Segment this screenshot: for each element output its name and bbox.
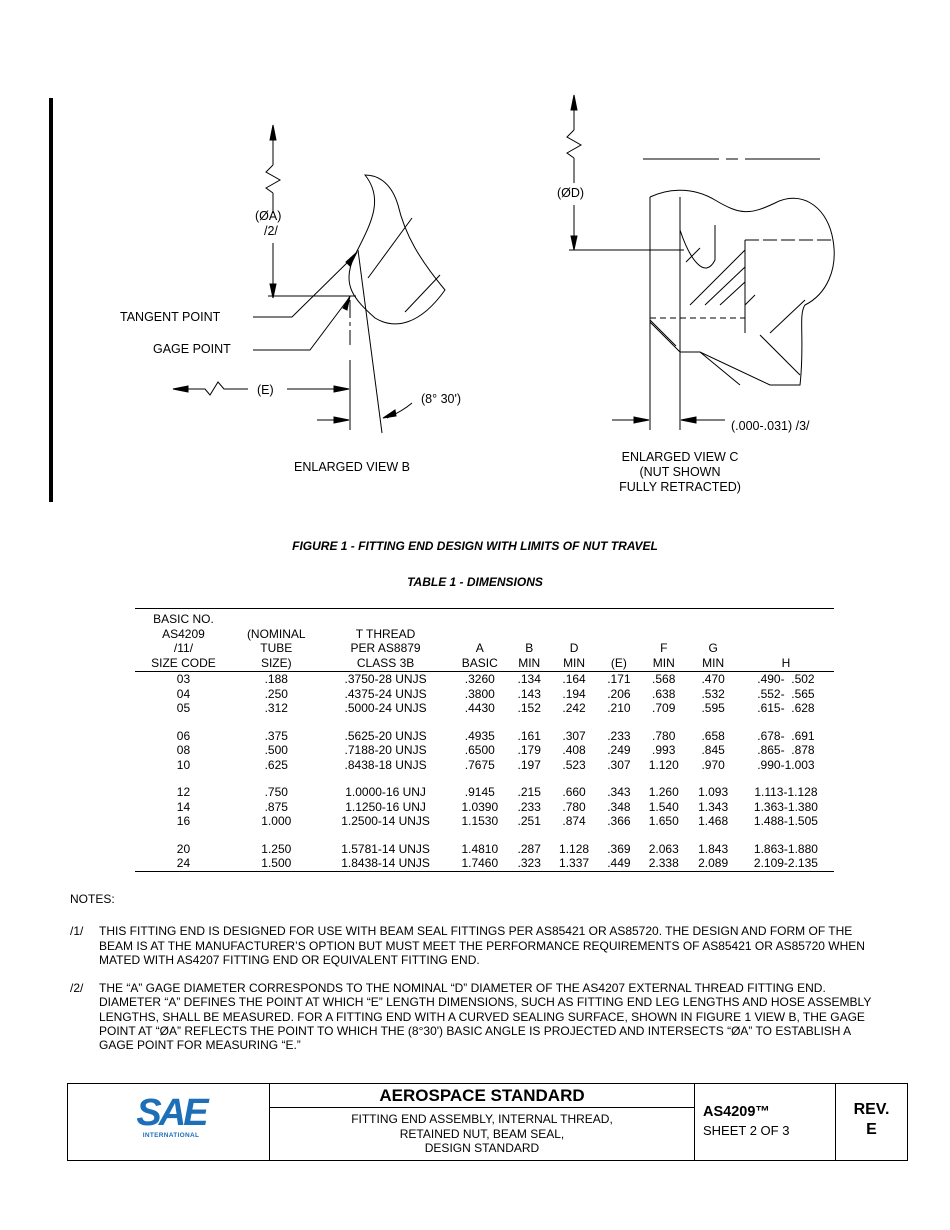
table-cell: .179 (517, 743, 541, 757)
dia-a-label: (ØA) (255, 209, 282, 223)
table-cell: .249 (607, 743, 631, 757)
column-header-line: B (525, 641, 534, 655)
table-cell: 1.500 (232, 856, 321, 871)
column-header (321, 609, 451, 672)
dia-d-label: (ØD) (557, 186, 585, 200)
table-cell: 1.000 (261, 814, 292, 828)
table-cell: 1.1530 (461, 814, 499, 828)
table-cell: 1.120 (648, 757, 679, 772)
column-header (549, 609, 598, 672)
table-cell: .3260 (464, 672, 495, 686)
table-cell: .369 (607, 841, 631, 856)
table-cell: .307 (607, 757, 631, 772)
table-cell: .323 (509, 856, 549, 871)
table-cell: .3800 (464, 686, 495, 701)
figure-drawing (0, 0, 950, 520)
table-cell: .343 (607, 785, 631, 799)
table-cell: .197 (517, 757, 541, 772)
table-row (135, 758, 834, 773)
travel-label: (.000-.031) /3/ (731, 419, 810, 433)
table-row (135, 701, 834, 716)
table-cell: .500 (264, 743, 288, 757)
e-label: (E) (257, 383, 274, 397)
table-cell: 20 (176, 841, 191, 856)
column-header (451, 609, 510, 672)
view-c-caption (580, 450, 780, 495)
table-cell: .287 (517, 841, 541, 856)
table-cell: .780 (562, 799, 586, 814)
table-cell: 10 (176, 757, 191, 772)
view-b-caption: ENLARGED VIEW B (294, 460, 410, 474)
column-header-line: F (660, 641, 668, 655)
table-cell: .709 (652, 701, 676, 715)
table-cell: 08 (176, 743, 191, 757)
column-header-line: SIZE CODE (151, 655, 216, 670)
table-cell: 1.113-1.128 (754, 785, 818, 799)
table-cell: .134 (517, 672, 541, 686)
table-row (135, 814, 834, 829)
table-cell: .865- .878 (757, 743, 815, 757)
view-b-drawing (173, 125, 445, 433)
table-cell: .4430 (464, 701, 495, 715)
table-cell: 2.089 (688, 856, 737, 871)
table-cell: .490- .502 (757, 672, 815, 686)
table-row (135, 856, 834, 871)
table-cell: .7188-20 UNJS (344, 743, 427, 757)
column-header-line: (E) (610, 655, 627, 670)
table-cell: .532 (701, 686, 725, 701)
table-cell: .470 (701, 672, 725, 686)
column-header-line: T THREAD (355, 626, 416, 641)
group-spacer (135, 829, 834, 842)
table-cell: .242 (562, 701, 586, 715)
table-cell: .523 (562, 757, 586, 772)
column-header-line: A (475, 641, 484, 655)
column-header-line: (NOMINAL (246, 626, 306, 641)
table-header-row (135, 609, 834, 672)
table-cell: .625 (264, 757, 288, 772)
table-cell: .152 (517, 701, 541, 715)
table-cell: .206 (607, 686, 631, 701)
table-cell: 03 (176, 672, 191, 686)
column-header-line: AS4209 (162, 626, 205, 641)
sae-logo (136, 1094, 206, 1139)
dia-a-note: /2/ (264, 224, 278, 238)
angle-label: (8° 30') (421, 392, 462, 406)
rev-cell (836, 1084, 907, 1160)
column-header-line: MIN (652, 655, 675, 670)
column-header (639, 609, 688, 672)
table-cell: .188 (264, 672, 288, 686)
column-header (688, 609, 737, 672)
table-cell: .348 (607, 799, 631, 814)
column-header-line: /11/ (173, 641, 194, 655)
gage-point-label: GAGE POINT (153, 342, 231, 356)
table-cell: .449 (599, 856, 639, 871)
table-cell: .9145 (464, 785, 495, 799)
table-cell: .552- .565 (757, 686, 815, 701)
doc-number: AS4209™ (703, 1104, 770, 1120)
column-header-line: CLASS 3B (356, 655, 415, 670)
column-header-line: BASIC NO. (153, 612, 214, 626)
table-cell: .161 (517, 728, 541, 743)
table-cell: 1.7460 (451, 856, 510, 871)
table-cell: .4375-24 UNJS (344, 686, 427, 701)
table-row (135, 785, 834, 800)
notes-section (70, 892, 880, 1053)
table-cell: 1.863-1.880 (753, 841, 818, 856)
sheet-number: SHEET 2 OF 3 (703, 1123, 790, 1138)
table-cell: .210 (607, 701, 631, 715)
table-cell: 24 (135, 856, 232, 871)
table-cell: .6500 (464, 743, 495, 757)
note-number: /2/ (70, 981, 84, 996)
table-cell: 1.540 (648, 799, 679, 814)
table-cell: 1.4810 (461, 841, 499, 856)
column-header (135, 609, 232, 672)
logo-cell (68, 1084, 270, 1160)
table-cell: .5625-20 UNJS (344, 728, 427, 743)
logo-subtext: INTERNATIONAL (142, 1132, 200, 1139)
table-cell: .366 (607, 814, 631, 828)
table-cell: 1.468 (698, 814, 729, 828)
table-cell: .7675 (464, 757, 495, 772)
table-cell: 2.109-2.135 (738, 856, 834, 871)
note-1 (70, 924, 880, 967)
table-cell: .874 (562, 814, 586, 828)
table-cell: 16 (176, 814, 191, 828)
table-cell: 2.338 (639, 856, 688, 871)
subtitle-line3: DESIGN STANDARD (424, 1141, 540, 1155)
title-cell (270, 1084, 695, 1160)
rev-label: REV. (853, 1101, 890, 1118)
table-cell: .660 (562, 785, 586, 799)
table-row (135, 842, 834, 857)
table-cell: .4935 (464, 728, 495, 743)
tangent-point-label: TANGENT POINT (120, 310, 221, 324)
column-header-line: MIN (702, 655, 725, 670)
table-cell: .233 (517, 799, 541, 814)
table-cell: 14 (176, 799, 191, 814)
table-cell: 1.343 (698, 799, 729, 814)
note-number: /1/ (70, 924, 84, 939)
table-cell: .233 (607, 728, 631, 743)
table-cell: .251 (517, 814, 541, 828)
dimensions-table (135, 608, 834, 872)
table-cell: 1.488-1.505 (753, 814, 818, 828)
table-cell: 1.093 (698, 785, 729, 799)
table-cell: 1.8438-14 UNJS (321, 856, 451, 871)
table-caption: TABLE 1 - DIMENSIONS (407, 575, 543, 589)
table-cell: 1.843 (698, 841, 729, 856)
view-c-caption-line3: FULLY RETRACTED) (619, 480, 741, 494)
table-row (135, 800, 834, 815)
table-cell: .307 (562, 728, 586, 743)
table-cell: 1.2500-14 UNJS (341, 814, 430, 828)
column-header (738, 609, 834, 672)
table-cell: .171 (607, 672, 631, 686)
table-cell: .990-1.003 (757, 757, 815, 772)
table-cell: .143 (517, 686, 541, 701)
table-cell: .678- .691 (757, 728, 815, 743)
view-c-caption-line1: ENLARGED VIEW C (621, 450, 739, 464)
table-cell: 2.063 (648, 841, 679, 856)
table-cell: .750 (264, 785, 288, 799)
table-row (135, 672, 834, 687)
table-cell: .312 (264, 701, 288, 715)
view-c-drawing (567, 95, 834, 430)
column-header (232, 609, 321, 672)
table-cell: 06 (176, 728, 191, 743)
doc-cell (695, 1084, 836, 1160)
table-cell: 1.337 (549, 856, 598, 871)
table-cell: .875 (264, 799, 288, 814)
subtitle-line1: FITTING END ASSEMBLY, INTERNAL THREAD, (351, 1112, 613, 1126)
table-cell: .780 (652, 728, 676, 743)
figure-caption: FIGURE 1 - FITTING END DESIGN WITH LIMITS OF NUT TRAVEL (292, 539, 658, 553)
column-header-line: PER AS8879 (350, 641, 421, 655)
note-2 (70, 981, 880, 1052)
table-row (135, 687, 834, 702)
table-cell: 1.5781-14 UNJS (341, 841, 430, 856)
column-header-line: MIN (563, 655, 586, 670)
table-cell: 12 (176, 785, 191, 799)
table-cell: .595 (701, 701, 725, 715)
column-header-line: MIN (518, 655, 541, 670)
title-block (67, 1083, 908, 1161)
group-spacer (135, 772, 834, 785)
column-header-line: BASIC (461, 655, 498, 670)
table-cell: .845 (701, 743, 725, 757)
table-cell: .970 (701, 757, 725, 772)
column-header (509, 609, 549, 672)
table-cell: 1.650 (648, 814, 679, 828)
table-cell: 1.0390 (461, 799, 499, 814)
group-spacer (135, 716, 834, 729)
table-cell: .615- .628 (757, 701, 815, 715)
table-cell: 1.363-1.380 (753, 799, 818, 814)
table-cell: .164 (562, 672, 586, 686)
note-text: THIS FITTING END IS DESIGNED FOR USE WITH BEAM SEAL FITTINGS PER AS85421 OR AS85720. THE DESIGN AND FORM OF THE BEAM IS AT THE MANUFACTURER’S OPTION BUT MUST MEET THE PERFORMANCE REQUIREMENTS OF AS85421 OR AS85720 WHEN MATED WITH AS4207 FITTING END OR EQUIVALENT FITTING END. (99, 924, 865, 967)
view-c-caption-line2: (NUT SHOWN (639, 465, 721, 479)
table-cell: .638 (652, 686, 676, 701)
rev-value: E (866, 1121, 877, 1138)
standard-type: AEROSPACE STANDARD (379, 1086, 585, 1105)
table-cell: .408 (562, 743, 586, 757)
table-cell: 04 (176, 686, 191, 701)
table-row (135, 729, 834, 744)
logo-text: SAE (136, 1092, 206, 1134)
column-header-line: TUBE (260, 641, 293, 655)
table-cell: 05 (176, 701, 191, 715)
table-cell: .5000-24 UNJS (344, 701, 427, 715)
table-cell: 1.0000-16 UNJ (345, 785, 426, 799)
note-text: THE “A” GAGE DIAMETER CORRESPONDS TO THE NOMINAL “D” DIAMETER OF THE AS4207 EXTERNAL THREAD FITTING END. DIAMETER “A” DEFINES THE POINT AT WHICH “E” LENGTH DIMENSIONS, SUCH AS FITTING END LEG LENGTHS AND HOSE ASSEMBLY LENGTHS, SHALL BE MEASURED. FOR A FITTING END WITH A CURVED SEALING SURFACE, SHOWN IN FIGURE 1 VIEW B, THE GAGE POINT AT “ØA” REFLECTS THE POINT TO WHICH THE (8°30') BASIC ANGLE IS PROJECTED AND INTERSECTS “ØA” TO ESTABLISH A GAGE POINT FOR MEASURING “E.” (99, 981, 872, 1053)
table-cell: .3750-28 UNJS (344, 672, 427, 686)
table-cell: .658 (701, 728, 725, 743)
table-cell: .568 (652, 672, 676, 686)
revision (836, 1100, 907, 1140)
standard-subtitle (270, 1112, 694, 1156)
table-cell: 1.128 (559, 841, 590, 856)
column-header-line: G (708, 641, 718, 655)
table-cell: 1.260 (648, 785, 679, 799)
subtitle-line2: RETAINED NUT, BEAM SEAL, (399, 1126, 565, 1141)
table-cell: .8438-18 UNJS (344, 757, 427, 772)
table-cell: .250 (264, 686, 288, 701)
table-cell: 1.250 (261, 841, 292, 856)
table-cell: .993 (652, 743, 676, 757)
table-cell: 1.1250-16 UNJ (345, 799, 426, 814)
column-header (599, 609, 639, 672)
column-header-line: H (781, 655, 791, 670)
table-cell: .194 (562, 686, 586, 701)
column-header-line: D (569, 641, 579, 655)
table-cell: .375 (264, 728, 288, 743)
notes-heading: NOTES: (70, 892, 115, 906)
table-row (135, 743, 834, 758)
column-header-line: SIZE) (260, 655, 292, 670)
table-cell: .215 (517, 785, 541, 799)
